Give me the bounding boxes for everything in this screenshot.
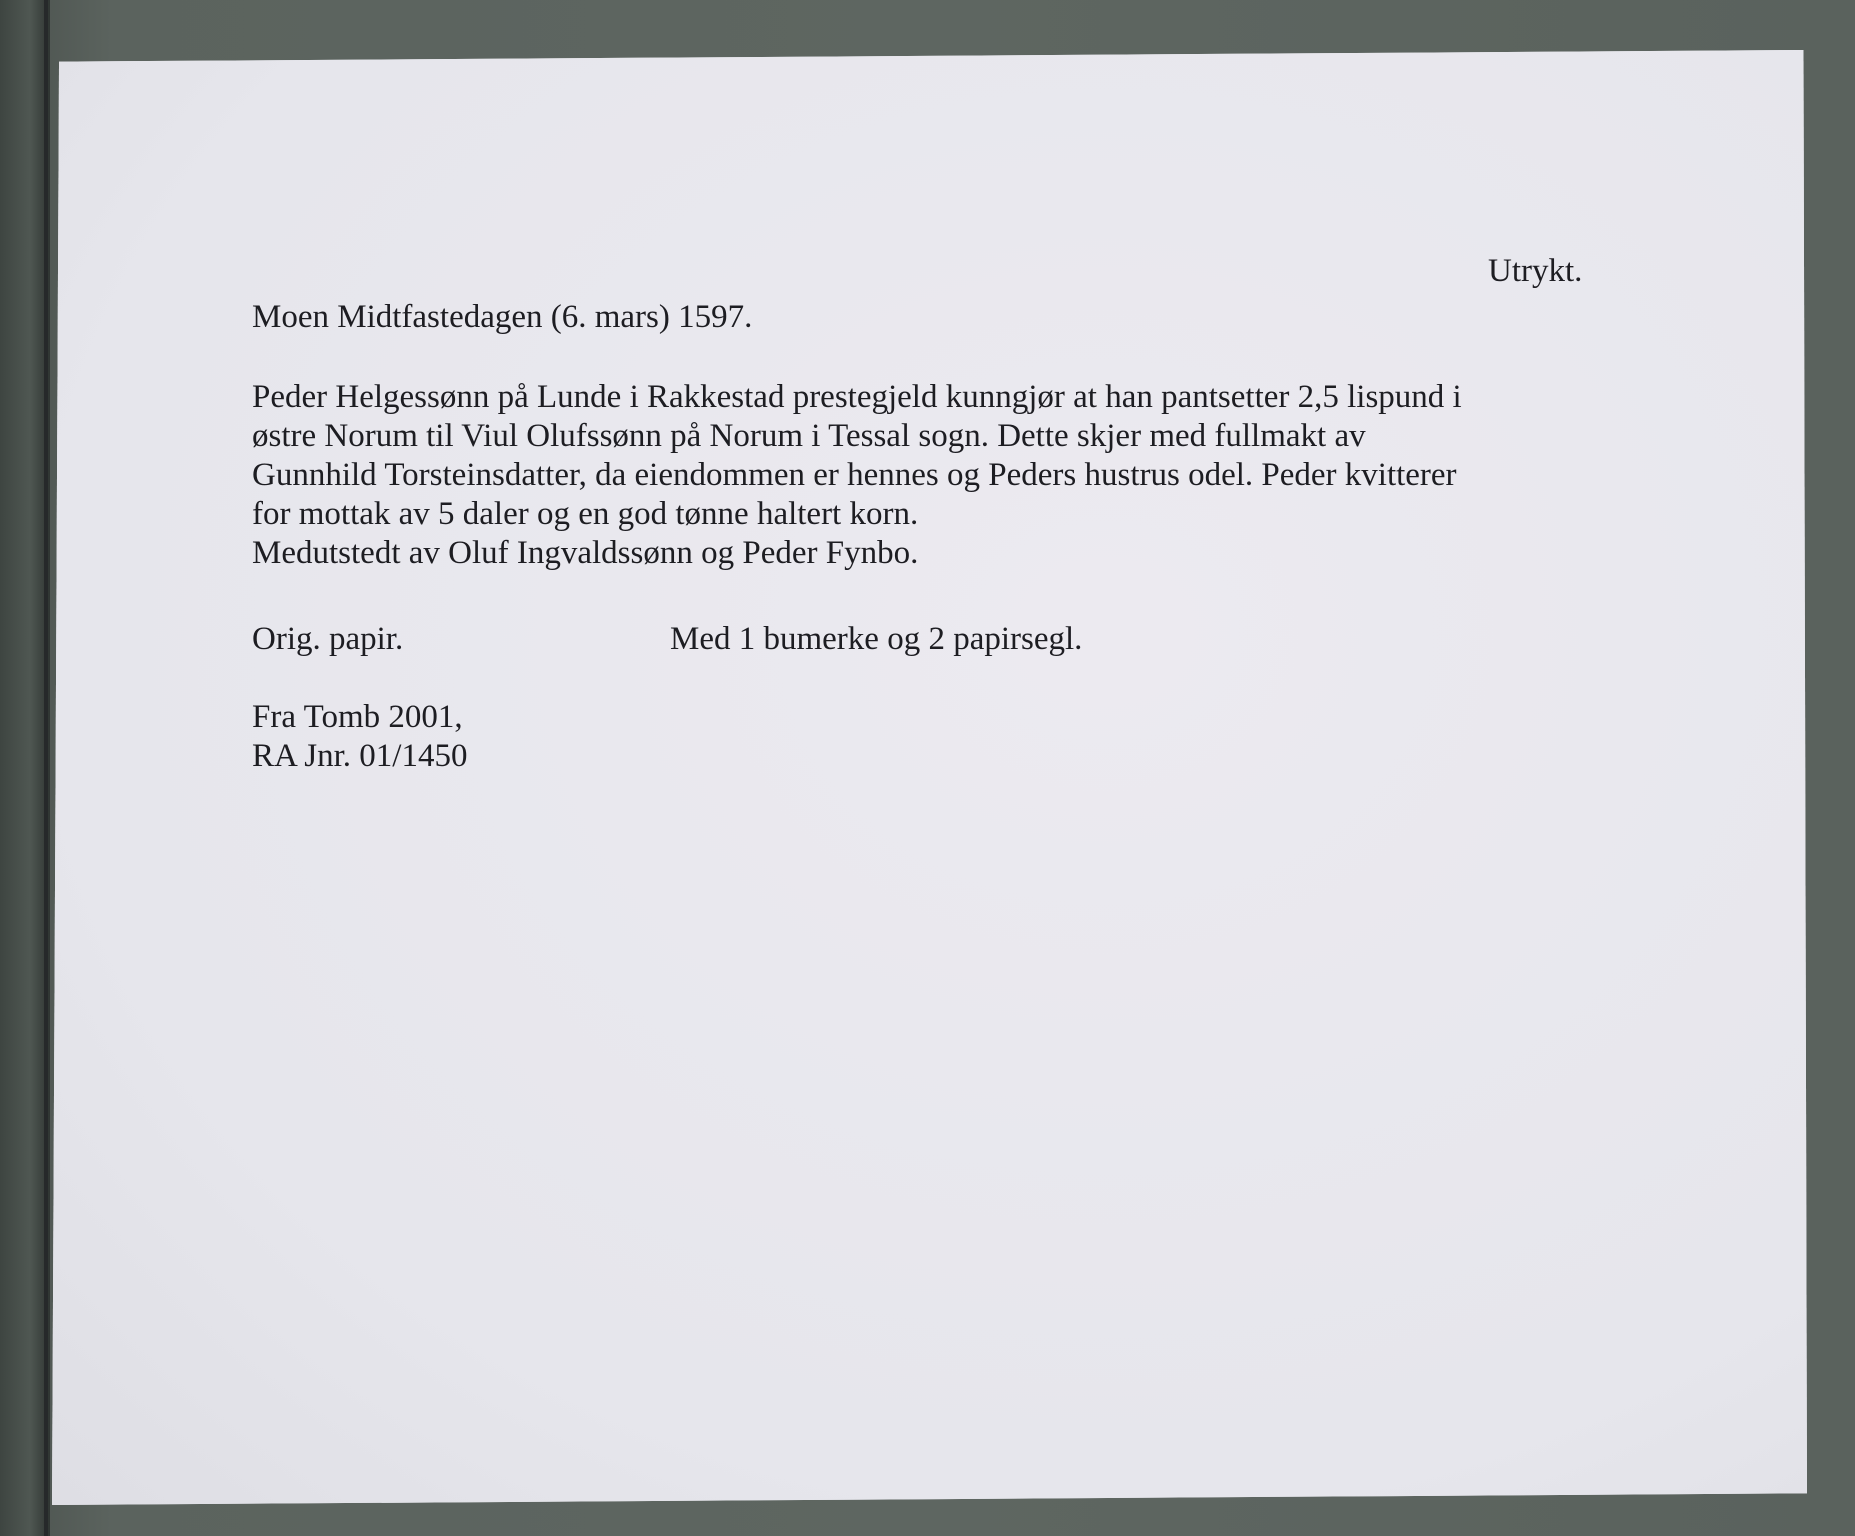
source-line: Fra Tomb 2001,: [252, 699, 463, 735]
summary-line: Medutstedt av Oluf Ingvaldssønn og Peder Fynbo.: [252, 535, 919, 571]
binder-spine-edge: [44, 0, 48, 1536]
summary-line: Peder Helgessønn på Lunde i Rakkestad prestegjeld kunngjør at han pantsetter 2,5 lispund i: [252, 379, 1462, 415]
publication-status: Utrykt.: [1488, 253, 1583, 289]
source-reference: [252, 698, 467, 776]
seals-note: Med 1 bumerke og 2 papirsegl.: [670, 621, 1083, 657]
summary-line: for mottak av 5 daler og en god tønne haltert korn.: [252, 496, 919, 532]
original-material-note: Orig. papir.: [252, 621, 404, 657]
place-date-line: Moen Midtfastedagen (6. mars) 1597.: [252, 299, 753, 335]
summary-line: østre Norum til Viul Olufssønn på Norum i Tessal sogn. Dette skjer med fullmakt av: [252, 418, 1366, 454]
binder-spine: [0, 0, 50, 1536]
summary-line: Gunnhild Torsteinsdatter, da eiendommen er hennes og Peders hustrus odel. Peder kvitterer: [252, 457, 1457, 493]
source-line: RA Jnr. 01/1450: [252, 738, 468, 774]
summary-paragraph: [252, 378, 1462, 573]
